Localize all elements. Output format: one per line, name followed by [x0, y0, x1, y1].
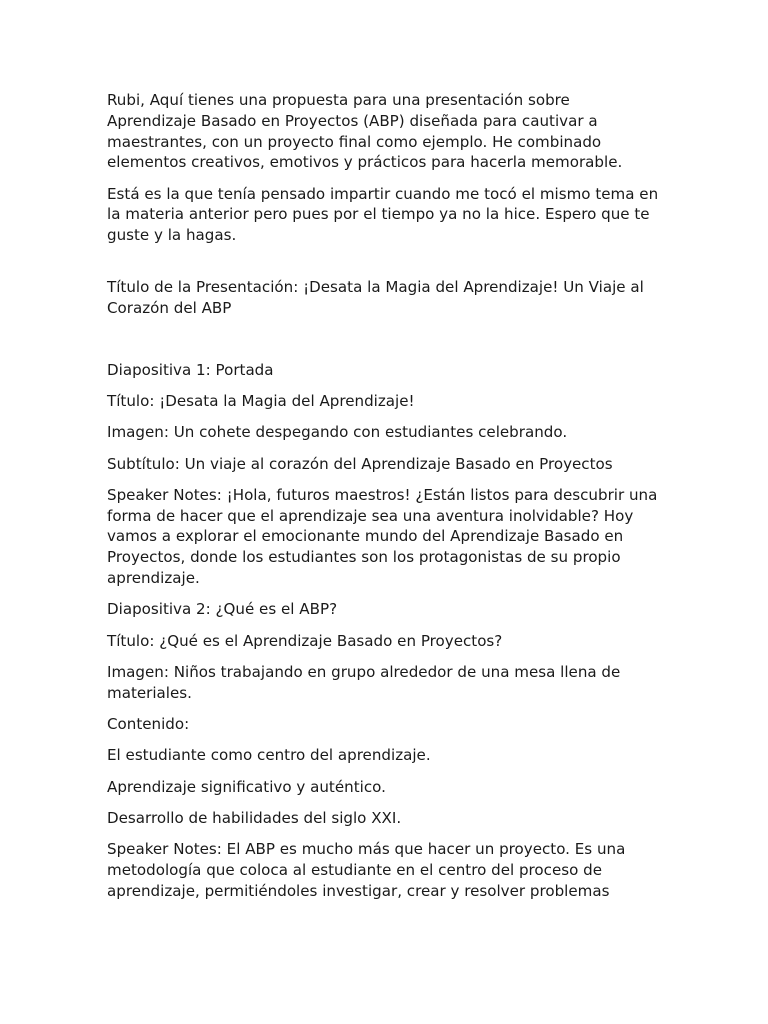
intro-paragraph-2: Está es la que tenía pensado impartir cuando me tocó el mismo tema en la materia anterior pero pues por el tiempo ya no la hice. Espero que te guste y la hagas.: [107, 184, 659, 245]
slide1-image: Imagen: Un cohete despegando con estudiantes celebrando.: [107, 423, 568, 442]
slide1-speaker-notes: Speaker Notes: ¡Hola, futuros maestros! ¿Están listos para descubrir una forma de hacer que el aprendizaje sea una aventura inolvidable? Hoy vamos a explorar el emocionante mundo del Aprendizaje Basado en Proyectos, donde los estudiantes son los protagonistas de su propio aprendizaje.: [107, 485, 658, 588]
slide2-heading: Diapositiva 2: ¿Qué es el ABP?: [107, 600, 338, 619]
slide2-point: Desarrollo de habilidades del siglo XXI.: [107, 808, 402, 827]
slide2-content-label: Contenido:: [107, 715, 190, 734]
slide2-point: Aprendizaje significativo y auténtico.: [107, 777, 386, 796]
slide2-point: El estudiante como centro del aprendizaje.: [107, 746, 431, 765]
slide1-heading: Diapositiva 1: Portada: [107, 360, 274, 379]
slide2-image: Imagen: Niños trabajando en grupo alrededor de una mesa llena de materiales.: [107, 662, 621, 702]
slide2-title: Título: ¿Qué es el Aprendizaje Basado en Proyectos?: [107, 631, 503, 650]
presentation-title: Título de la Presentación: ¡Desata la Magia del Aprendizaje! Un Viaje al Corazón del ABP: [107, 278, 644, 317]
slide1-subtitle: Subtítulo: Un viaje al corazón del Aprendizaje Basado en Proyectos: [107, 454, 613, 473]
slide1-title: Título: ¡Desata la Magia del Aprendizaje!: [107, 391, 415, 410]
intro-paragraph: Rubi, Aquí tienes una propuesta para una presentación sobre Aprendizaje Basado en Proyectos (ABP) diseñada para cautivar a maestrantes, con un proyecto final como ejemplo. He combinado elementos creativos, emotivos y prácticos para hacerla memorable.: [107, 91, 623, 172]
slide2-speaker-notes: Speaker Notes: El ABP es mucho más que hacer un proyecto. Es una metodología que coloca al estudiante en el centro del proceso de aprendizaje, permitiéndoles investigar, crear y resolver problemas: [107, 840, 626, 900]
